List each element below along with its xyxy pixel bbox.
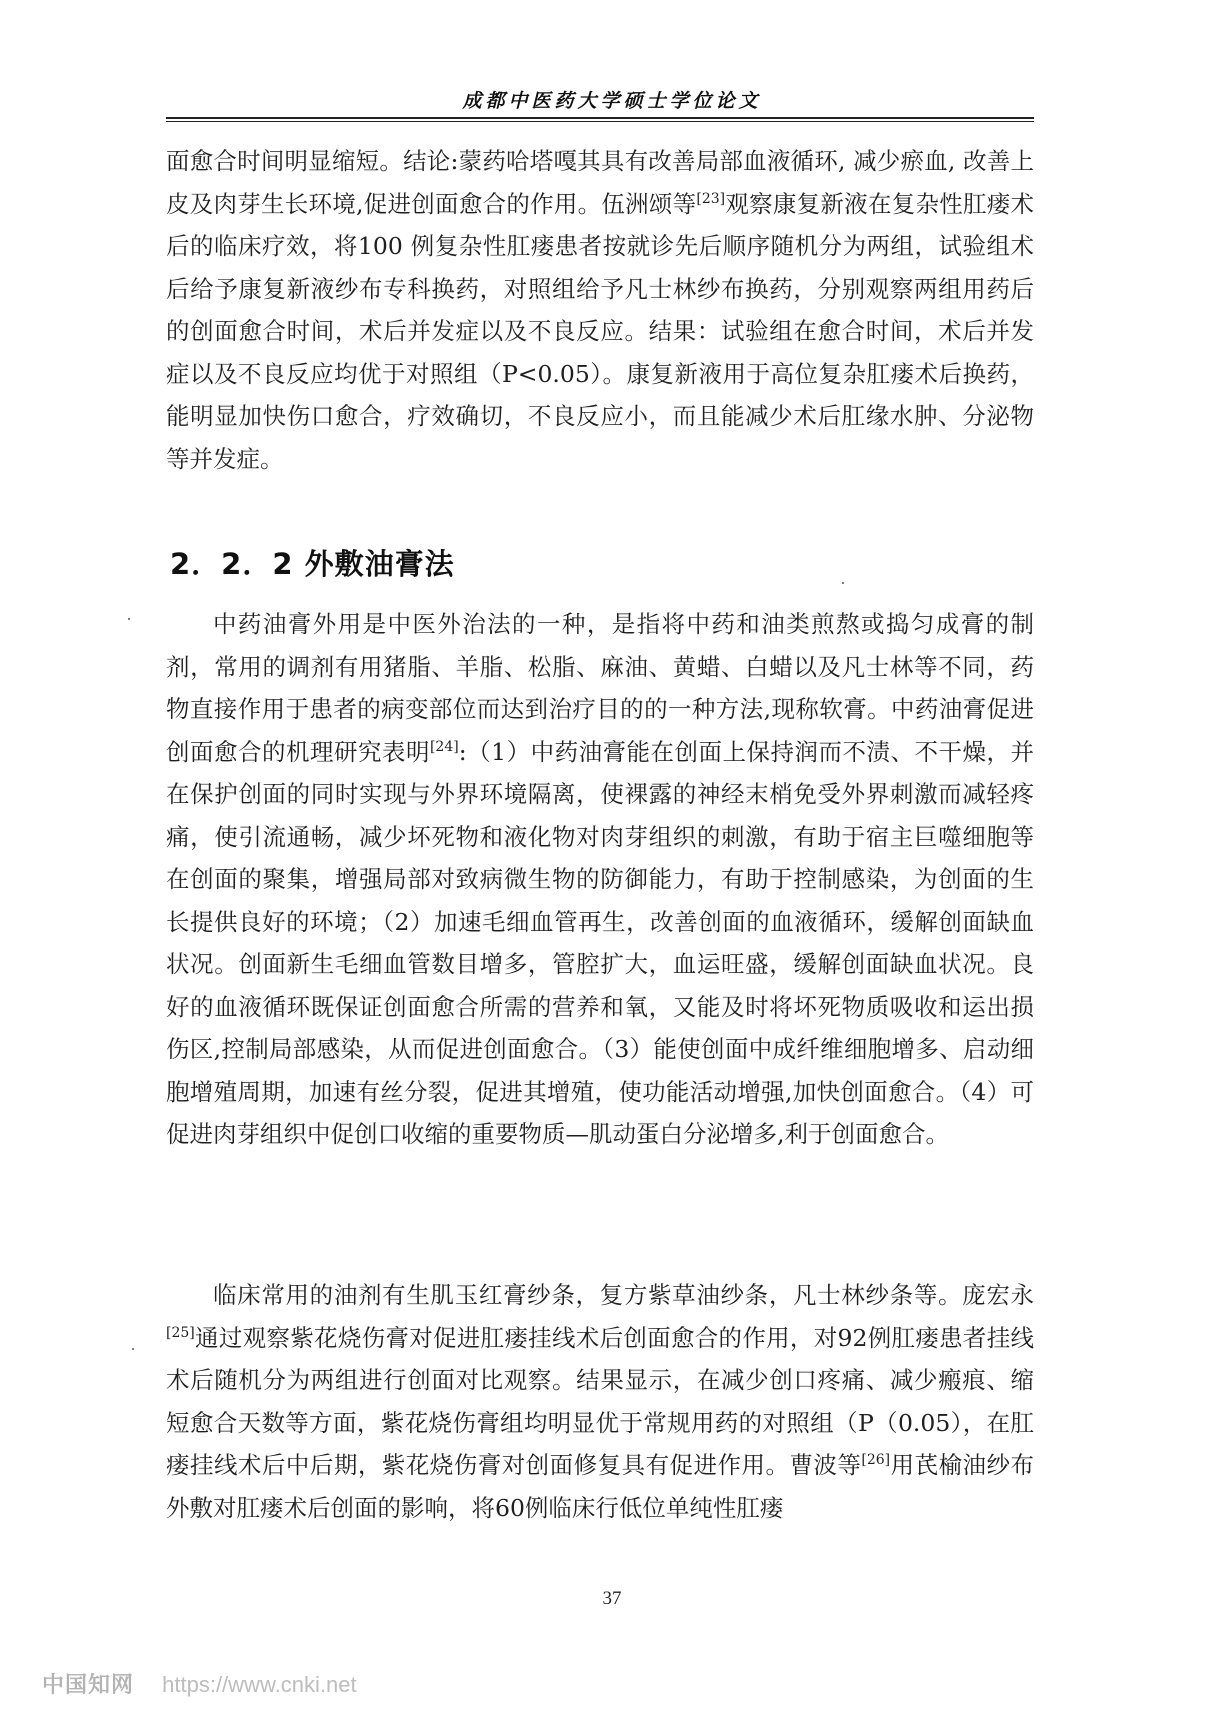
body-text-block-2 (166, 603, 1034, 1156)
body-text-block-1 (166, 140, 1034, 480)
citation: [25] (166, 1324, 195, 1341)
text-segment: 临床常用的油剂有生肌玉红膏纱条，复方紫草油纱条，凡士林纱条等。庞宏永 (213, 1281, 1034, 1309)
paragraph (166, 1274, 1034, 1529)
scan-speck (128, 618, 130, 620)
text-segment: :（1）中药油膏能在创面上保持润而不渍、不干燥，并在保护创面的同时实现与外界环境隔离，使裸露的神经末梢免受外界刺激而减轻疼痛，使引流通畅，减少坏死物和液化物对肉芽组织的刺激，有助于宿主巨噬细胞等在创面的聚集，增强局部对致病微生物的防御能力，有助于控制感染，为创面的生长提供良好的环境；（2）加速毛细血管再生，改善创面的血液循环，缓解创面缺血状况。创面新生毛细血管数目增多，管腔扩大，血运旺盛，缓解创面缺血状况。良好的血液循环既保证创面愈合所需的营养和氧，又能及时将坏死物质吸收和运出损伤区,控制局部感染，从而促进创面愈合。（3）能使创面中成纤维细胞增多、启动细胞增殖周期，加速有丝分裂，促进其增殖，使功能活动增强,加快创面愈合。（4）可促进肉芽组织中促创口收缩的重要物质—肌动蛋白分泌增多,利于创面愈合。 (166, 737, 1035, 1148)
text-segment: 观察康复新液在复杂性肛瘘术后的临床疗效，将100 例复杂性肛瘘患者按就诊先后顺序随机分为两组，试验组术后给予康复新液纱布专科换药，对照组给予凡士林纱布换药，分别观察两组用药后的创面愈合时间，术后并发症以及不良反应。结果：试验组在愈合时间，术后并发症以及不良反应均优于对照组（P<0.05）。康复新液用于高位复杂肛瘘术后换药，能明显加快伤口愈合，疗效确切，不良反应小，而且能减少术后肛缘水肿、分泌物等并发症。 (166, 189, 1034, 473)
text-segment: 中药油膏外用是中医外治法的一种，是指将中药和油类煎熬或捣匀成膏的制剂，常用的调剂有用猪脂、羊脂、松脂、麻油、黄蜡、白蜡以及凡士林等不同，药物直接作用于患者的病变部位而达到治疗目的的一种方法,现称软膏。中药油膏促进创面愈合的机理研究表明 (166, 610, 1034, 766)
text-segment: 通过观察紫花烧伤膏对促进肛瘘挂线术后创面愈合的作用，对92例肛瘘患者挂线术后随机分为两组进行创面对比观察。结果显示，在减少创口疼痛、减少瘢痕、缩短愈合天数等方面，紫花烧伤膏组均明显优于常规用药的对照组（P（0.05），在肛瘘挂线术后中后期，紫花烧伤膏对创面修复具有促进作用。曹波等 (166, 1323, 1034, 1479)
cnki-logo: 中国知网 (42, 1672, 135, 1697)
header-rule-thin (166, 121, 1034, 122)
text-segment: 用芪榆油纱布外敷对肛瘘术后创面的影响，将60例临床行低位单纯性肛瘘 (166, 1451, 1035, 1522)
citation: [24] (429, 738, 459, 755)
header-rule-thick (166, 117, 1034, 119)
paragraph (166, 603, 1034, 1156)
section-heading: 2．2．2 外敷油膏法 (170, 547, 455, 581)
citation: [23] (696, 190, 726, 207)
body-text-block-3 (166, 1274, 1034, 1529)
scan-speck (842, 582, 844, 584)
cnki-url: https://www.cnki.net (162, 1672, 357, 1697)
running-header: 成都中医药大学硕士学位论文 (462, 90, 762, 112)
text-segment: 面愈合时间明显缩短。结论:蒙药哈塔嘎其具有改善局部血液循环, 减少瘀血, 改善上皮及肉芽生长环境,促进创面愈合的作用。伍洲颂等 (166, 147, 1034, 218)
watermark-footer (42, 1668, 357, 1699)
citation: [26] (861, 1452, 891, 1469)
page-number: 37 (602, 1588, 622, 1609)
paragraph (166, 140, 1034, 480)
scan-speck (132, 1348, 134, 1350)
